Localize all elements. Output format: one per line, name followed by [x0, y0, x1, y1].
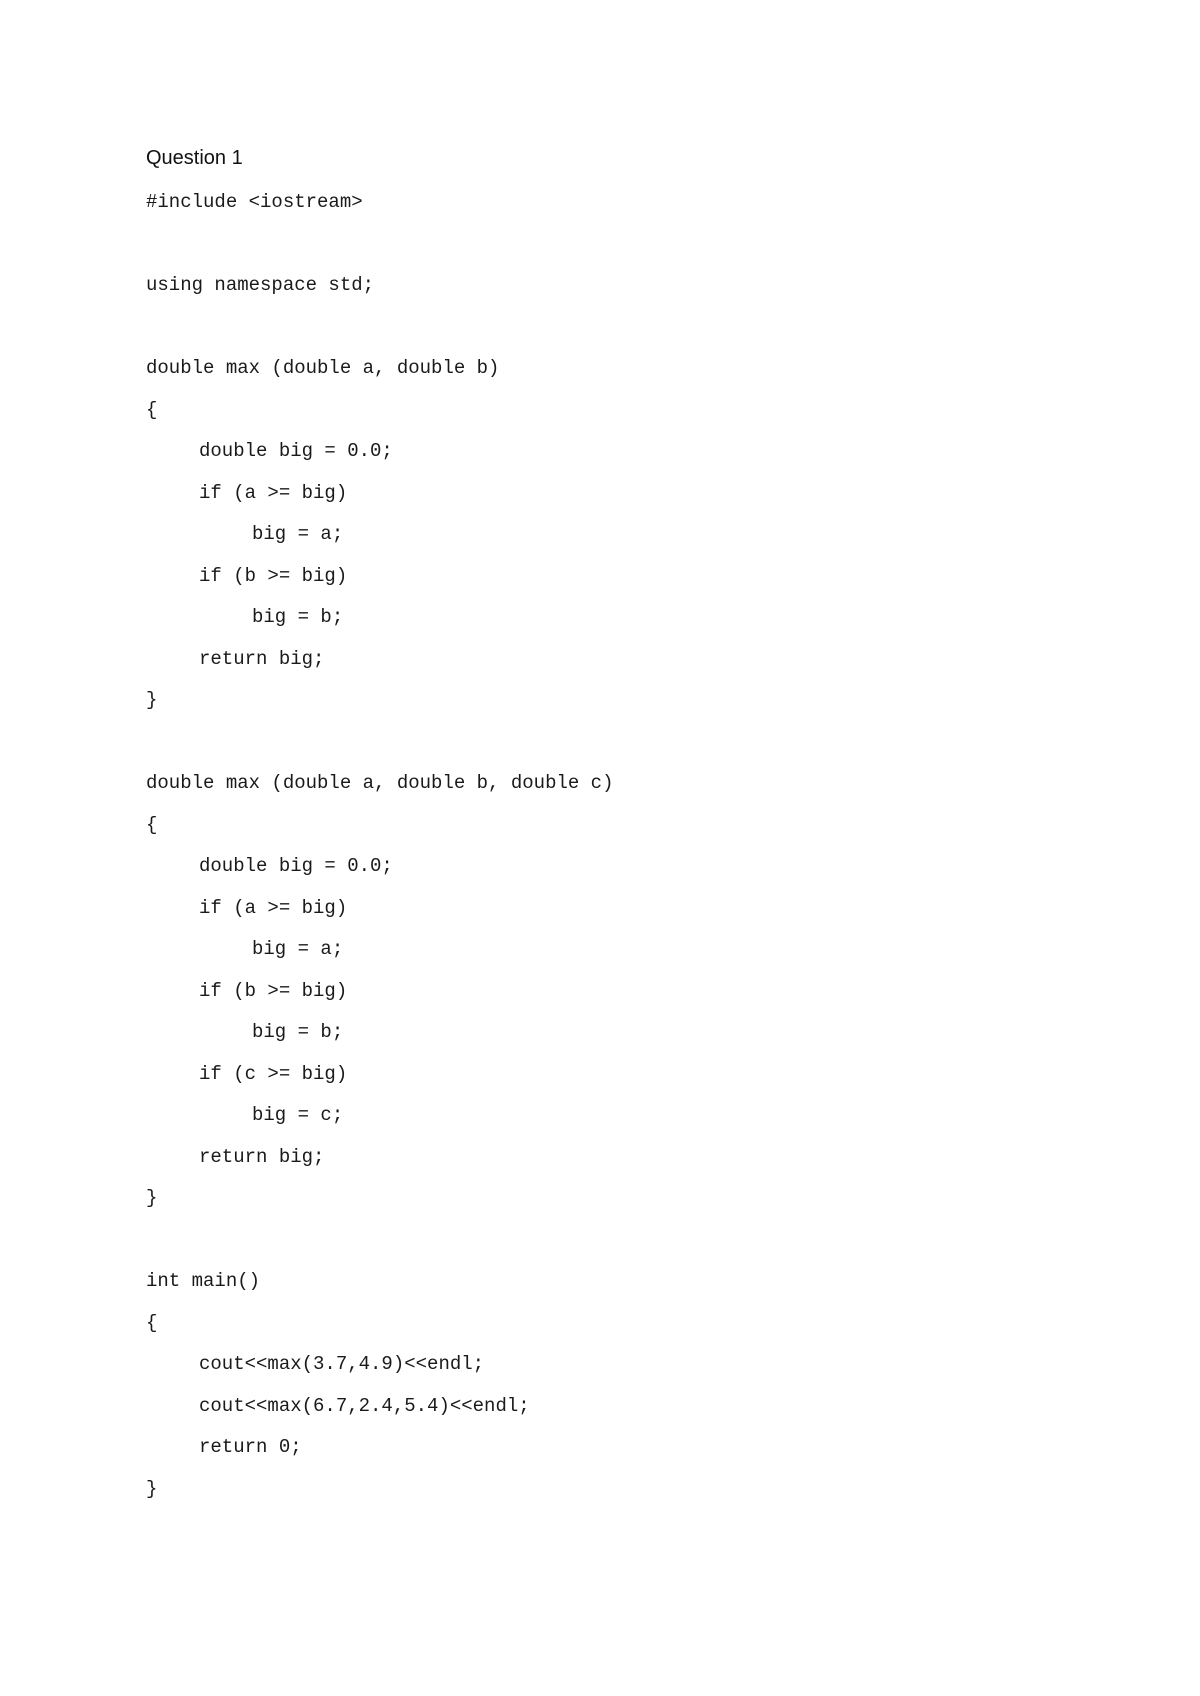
code-line: big = c;: [252, 1104, 344, 1126]
code-line: cout<<max(3.7,4.9)<<endl;: [199, 1353, 485, 1375]
code-line: int main(): [146, 1270, 261, 1292]
code-line: }: [146, 689, 158, 711]
code-line: {: [146, 813, 158, 836]
code-line: double big = 0.0;: [199, 440, 393, 462]
code-line: [146, 730, 613, 772]
code-line: if (c >= big): [199, 1062, 348, 1085]
code-line: big = b;: [252, 1021, 344, 1043]
code-line: if (a >= big): [199, 896, 348, 919]
code-line: if (a >= big): [199, 481, 348, 504]
code-listing: [146, 190, 613, 1518]
code-line: return big;: [199, 1145, 325, 1168]
code-line: double max (double a, double b): [146, 357, 500, 379]
code-line: using namespace std;: [146, 274, 375, 296]
code-line: [146, 1228, 613, 1270]
code-line: [146, 315, 613, 357]
code-line: double max (double a, double b, double c): [146, 772, 614, 794]
code-line: {: [146, 398, 158, 421]
code-line: [146, 232, 613, 274]
code-line: return big;: [199, 647, 325, 670]
code-line: #include <iostream>: [146, 191, 363, 213]
code-line: }: [146, 1477, 158, 1500]
code-line: {: [146, 1311, 158, 1334]
code-line: big = b;: [252, 606, 344, 628]
code-line: big = a;: [252, 523, 344, 545]
code-line: double big = 0.0;: [199, 855, 393, 877]
code-line: return 0;: [199, 1436, 302, 1458]
code-line: }: [146, 1187, 158, 1209]
code-line: big = a;: [252, 938, 344, 960]
code-line: if (b >= big): [199, 979, 348, 1002]
code-line: cout<<max(6.7,2.4,5.4)<<endl;: [199, 1394, 530, 1417]
question-heading: Question 1: [146, 147, 243, 169]
code-line: if (b >= big): [199, 564, 348, 587]
